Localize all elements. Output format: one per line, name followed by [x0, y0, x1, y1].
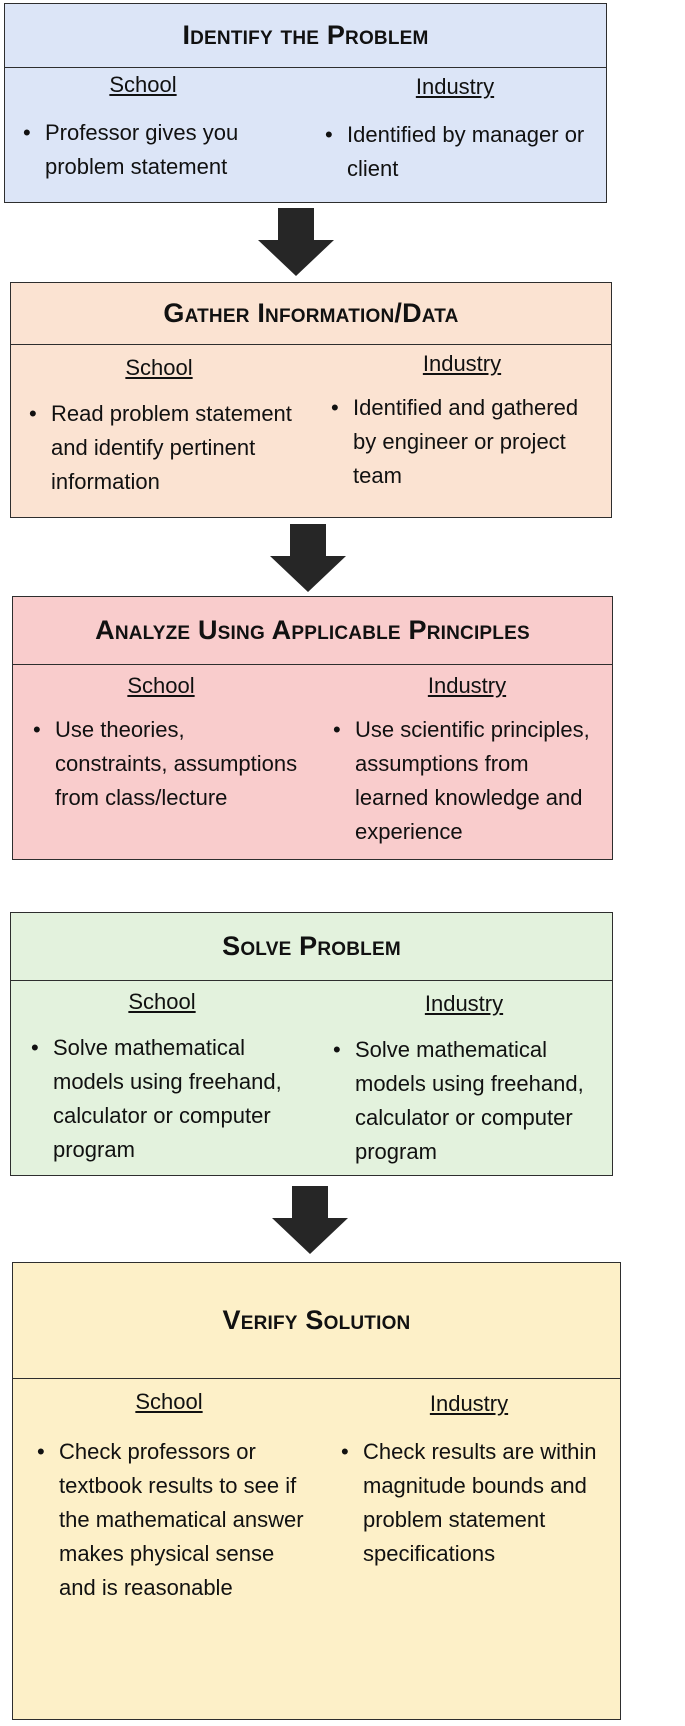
- step-title: Solve Problem: [11, 913, 612, 981]
- down-arrow-icon: [268, 524, 348, 594]
- industry-heading: Industry: [424, 991, 504, 1016]
- step-analyze-principles: [12, 596, 613, 860]
- step-title: Gather Information/Data: [11, 283, 611, 345]
- step-title: Verify Solution: [13, 1263, 620, 1379]
- step-gather-information: [10, 282, 612, 518]
- school-heading: School: [127, 673, 195, 698]
- industry-heading: Industry: [415, 74, 495, 99]
- school-bullet: • Professor gives you problem statement: [23, 116, 293, 184]
- step-title: Analyze Using Applicable Principles: [13, 597, 612, 665]
- school-heading: School: [109, 72, 177, 97]
- school-column: [31, 989, 311, 1167]
- industry-bullet: • Solve mathematical models using freehand, calculator or computer program: [333, 1033, 608, 1169]
- step-identify-problem: [4, 3, 607, 203]
- industry-heading: Industry: [422, 351, 502, 376]
- industry-bullet: • Check results are within magnitude bounds and problem statement specifications: [341, 1435, 613, 1571]
- step-title: Identify the Problem: [5, 4, 606, 68]
- school-bullet: • Solve mathematical models using freehand, calculator or computer program: [31, 1031, 311, 1167]
- school-column: [29, 355, 309, 499]
- industry-heading: Industry: [427, 673, 507, 698]
- industry-column: [325, 74, 595, 186]
- school-heading: School: [125, 355, 193, 380]
- down-arrow-icon: [256, 208, 336, 278]
- school-bullet: • Use theories, constraints, assumptions from class/lecture: [33, 713, 303, 815]
- industry-heading: Industry: [429, 1391, 509, 1416]
- step-verify-solution: [12, 1262, 621, 1720]
- industry-column: [333, 991, 608, 1169]
- industry-bullet: • Identified and gathered by engineer or project team: [331, 391, 601, 493]
- school-bullet: • Read problem statement and identify pertinent information: [29, 397, 309, 499]
- industry-column: [341, 1391, 613, 1571]
- school-heading: School: [128, 989, 196, 1014]
- school-column: [37, 1389, 317, 1605]
- down-arrow-icon: [270, 1186, 350, 1256]
- school-column: [33, 673, 303, 815]
- industry-bullet: • Identified by manager or client: [325, 118, 595, 186]
- industry-column: [331, 351, 601, 493]
- school-bullet: • Check professors or textbook results to see if the mathematical answer makes physical sense and is reasonable: [37, 1435, 317, 1605]
- school-column: [23, 72, 293, 184]
- industry-bullet: • Use scientific principles, assumptions from learned knowledge and experience: [333, 713, 608, 849]
- step-solve-problem: [10, 912, 613, 1176]
- industry-column: [333, 673, 608, 849]
- school-heading: School: [135, 1389, 203, 1414]
